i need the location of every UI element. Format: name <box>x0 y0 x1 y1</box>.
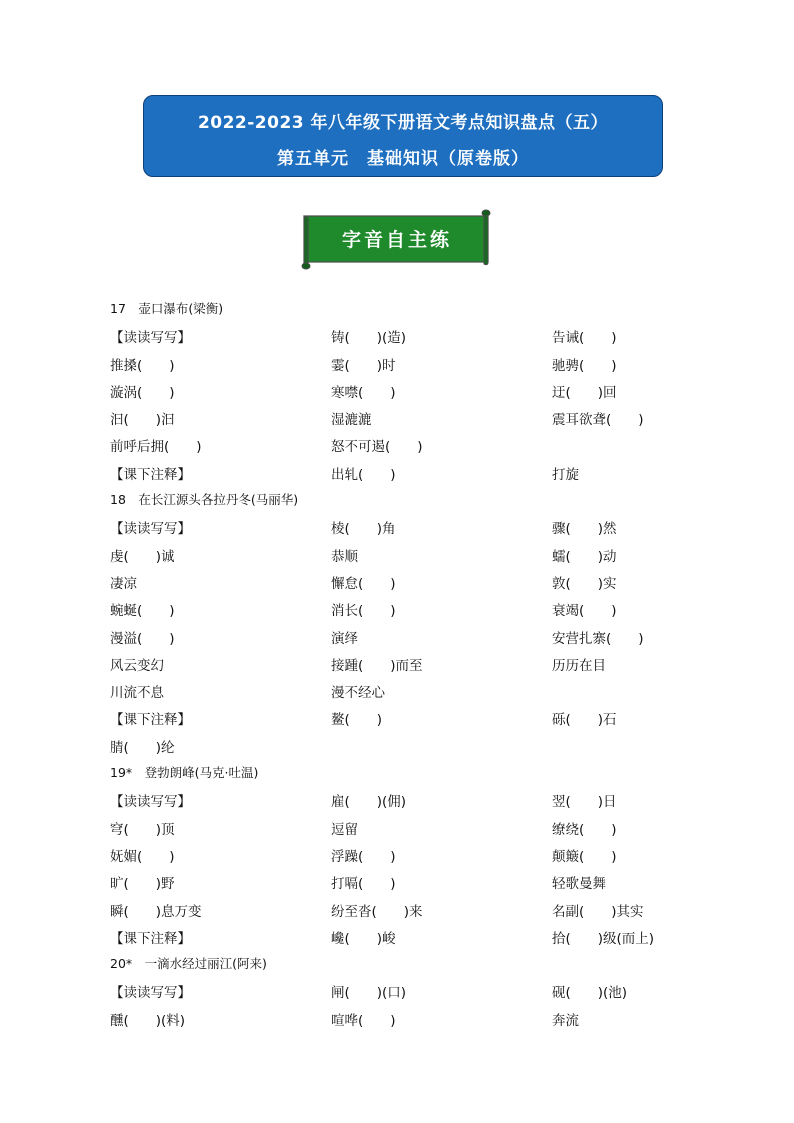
vocab-row <box>0 705 794 732</box>
vocab-entry: 前呼后拥( ) <box>110 439 202 456</box>
vocab-entry: 消长( ) <box>331 603 396 620</box>
vocab-entry: 【课下注释】 <box>110 466 191 483</box>
vocab-entry: 恭顺 <box>331 548 358 565</box>
vocab-entry: 川流不息 <box>110 685 164 702</box>
title-box <box>143 95 663 177</box>
vocab-entry: 鳌( ) <box>331 712 383 729</box>
vocab-row <box>0 569 794 596</box>
vocab-row <box>0 323 794 350</box>
banner-title: 字音自主练 <box>341 229 452 251</box>
vocab-row <box>0 378 794 405</box>
vocab-row <box>0 596 794 623</box>
vocab-row <box>0 678 794 705</box>
vocab-entry: 打嗝( ) <box>331 876 396 893</box>
vocab-entry: 湿漉漉 <box>331 412 372 429</box>
vocab-entry: 腈( )纶 <box>110 739 175 756</box>
vocab-entry: 风云变幻 <box>110 657 164 674</box>
vocab-entry: 名副( )其实 <box>552 903 644 920</box>
vocab-entry: 纷至沓( )来 <box>331 903 423 920</box>
vocab-entry: 轻歌曼舞 <box>552 876 606 893</box>
vocab-row <box>0 978 794 1005</box>
vocab-row <box>0 1006 794 1033</box>
vocab-row <box>0 460 794 487</box>
lesson-title: 18 在长江源头各拉丹冬(马丽华) <box>110 492 299 508</box>
vocab-row <box>0 542 794 569</box>
vocab-entry: 漩涡( ) <box>110 384 175 401</box>
vocab-entry: 巉( )峻 <box>331 930 396 947</box>
lesson-title: 19* 登勃朗峰(马克·吐温) <box>110 765 259 781</box>
vocab-entry: 【读读写写】 <box>110 794 191 811</box>
vocab-entry: 蜿蜒( ) <box>110 603 175 620</box>
vocab-entry: 逗留 <box>331 821 358 838</box>
vocab-entry: 闸( )(口) <box>331 985 407 1002</box>
vocab-entry: 迂( )回 <box>552 384 617 401</box>
vocab-entry: 虔( )诚 <box>110 548 175 565</box>
vocab-entry: 浮躁( ) <box>331 848 396 865</box>
vocab-row <box>0 869 794 896</box>
vocab-entry: 推搡( ) <box>110 357 175 374</box>
vocab-entry: 喧哗( ) <box>331 1012 396 1029</box>
vocab-entry: 颠簸( ) <box>552 848 617 865</box>
vocab-row <box>0 296 794 323</box>
vocab-row <box>0 733 794 760</box>
vocab-entry: 砾( )石 <box>552 712 617 729</box>
vocab-entry: 棱( )角 <box>331 521 396 538</box>
vocab-row <box>0 487 794 514</box>
vocab-entry: 铸( )(造) <box>331 330 407 347</box>
vocab-row <box>0 787 794 814</box>
document-title: 2022-2023 年八年级下册语文考点知识盘点（五） <box>197 113 609 133</box>
vocab-entry: 【读读写写】 <box>110 985 191 1002</box>
vocab-row <box>0 951 794 978</box>
section-banner <box>300 208 494 270</box>
vocab-entry: 漫溢( ) <box>110 630 175 647</box>
vocab-entry: 打旋 <box>552 466 579 483</box>
vocab-entry: 穹( )顶 <box>110 821 175 838</box>
vocab-entry: 震耳欲聋( ) <box>552 412 644 429</box>
vocab-entry: 【课下注释】 <box>110 930 191 947</box>
vocab-row <box>0 842 794 869</box>
vocab-entry: 漫不经心 <box>331 685 385 702</box>
vocab-entry: 【课下注释】 <box>110 712 191 729</box>
vocab-row <box>0 514 794 541</box>
vocab-row <box>0 815 794 842</box>
lesson-title: 20* 一滴水经过丽江(阿来) <box>110 956 267 972</box>
vocab-entry: 汩( )汩 <box>110 412 175 429</box>
vocab-row <box>0 760 794 787</box>
vocab-entry: 砚( )(池) <box>552 985 628 1002</box>
vocab-entry: 安营扎寨( ) <box>552 630 644 647</box>
vocab-entry: 演绎 <box>331 630 358 647</box>
vocab-entry: 驰骋( ) <box>552 357 617 374</box>
vocab-row <box>0 897 794 924</box>
vocab-entry: 翌( )日 <box>552 794 617 811</box>
vocab-entry: 醺( )(料) <box>110 1012 186 1029</box>
vocab-row <box>0 924 794 951</box>
vocab-row <box>0 432 794 459</box>
vocab-entry: 寒噤( ) <box>331 384 396 401</box>
vocab-row <box>0 405 794 432</box>
vocab-row <box>0 351 794 378</box>
vocab-entry: 历历在目 <box>552 657 606 674</box>
vocab-row <box>0 651 794 678</box>
vocab-entry: 衰竭( ) <box>552 603 617 620</box>
vocab-entry: 蠕( )动 <box>552 548 617 565</box>
vocab-entry: 怒不可遏( ) <box>331 439 423 456</box>
vocab-entry: 【读读写写】 <box>110 521 191 538</box>
vocab-entry: 敦( )实 <box>552 575 617 592</box>
vocab-entry: 【读读写写】 <box>110 330 191 347</box>
vocab-entry: 瞬( )息万变 <box>110 903 202 920</box>
vocab-entry: 旷( )野 <box>110 876 175 893</box>
vocab-entry: 奔流 <box>552 1012 579 1029</box>
vocab-entry: 妩媚( ) <box>110 848 175 865</box>
lesson-title: 17 壶口瀑布(梁衡) <box>110 301 224 316</box>
vocab-entry: 拾( )级(而上) <box>552 930 655 947</box>
vocab-entry: 接踵( )而至 <box>331 657 423 674</box>
vocab-entry: 雇( )(佣) <box>331 794 407 811</box>
vocab-entry: 缭绕( ) <box>552 821 617 838</box>
vocab-entry: 凄凉 <box>110 575 137 592</box>
vocab-entry: 骤( )然 <box>552 521 617 538</box>
vocab-entry: 告诫( ) <box>552 330 617 347</box>
document-subtitle: 第五单元 基础知识（原卷版） <box>277 149 529 169</box>
vocab-row <box>0 624 794 651</box>
vocab-entry: 出轧( ) <box>331 466 396 483</box>
vocabulary-list <box>0 296 794 1033</box>
vocab-entry: 懈怠( ) <box>331 575 396 592</box>
vocab-entry: 霎( )时 <box>331 357 396 374</box>
